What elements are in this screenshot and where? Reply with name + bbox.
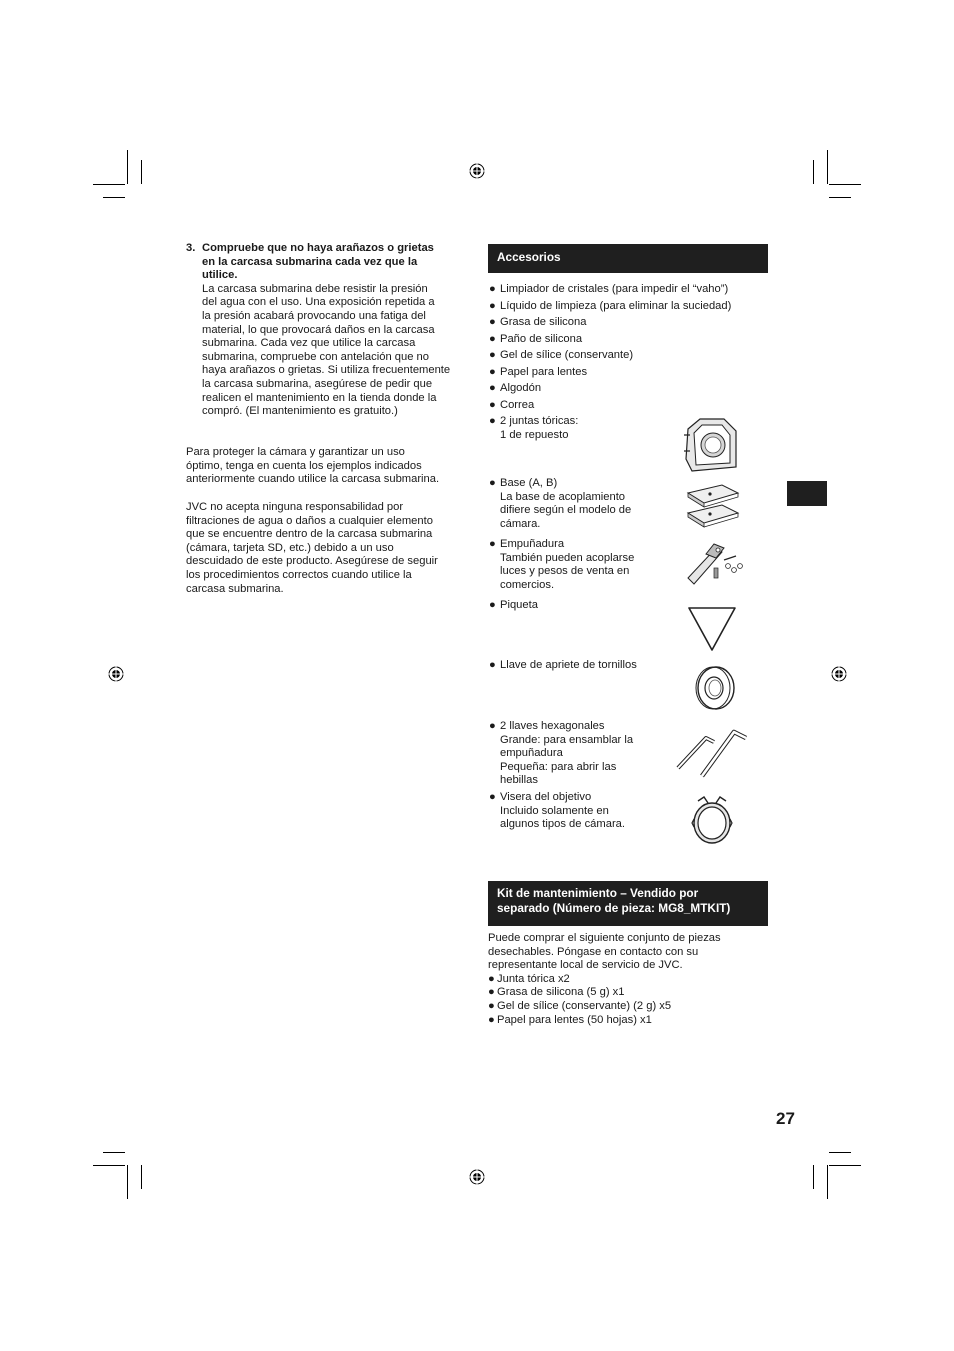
list-item: ● Gel de sílice (conservante) (2 g) x5 xyxy=(488,999,672,1012)
list-item: ● Papel para lentes xyxy=(489,365,588,378)
accessories-header: Accesorios xyxy=(488,244,768,273)
step-body: La carcasa submarina debe resistir la presión del agua con el uso. Una exposición repetida a la presión acabará provocando una fatiga del material, lo que provocará daños en la carcasa submarina. Cada vez que utilice la carcasa submarina, compruebe con antelación que no haya arañazos o grietas. Si utiliza frecuentemente la carcasa submarina, asegúrese de pedir que realicen el mantenimiento en la tienda donde la compró. (El mantenimiento es gratuito.) xyxy=(202,282,451,418)
list-item: ● Grasa de silicona xyxy=(489,316,587,328)
list-item: ● Grasa de silicona (5 g) x1 xyxy=(488,986,625,999)
list-item: ● Junta tórica x2 xyxy=(488,972,570,985)
lens-visor-icon xyxy=(690,795,734,847)
step-3 xyxy=(186,242,471,419)
grip-icon xyxy=(684,540,744,588)
accessory-simple-list xyxy=(489,283,731,415)
step-heading: Compruebe que no haya arañazos o grietas en la carcasa submarina cada vez que la utilice. xyxy=(202,242,434,282)
stake-icon xyxy=(687,606,737,652)
list-item: ● Correa xyxy=(489,398,535,411)
list-item: ● Líquido de limpieza (para eliminar la suciedad) xyxy=(489,299,732,312)
wrench-ring-icon xyxy=(692,662,738,712)
registration-mark-icon xyxy=(469,1169,485,1185)
liability-paragraph: JVC no acepta ninguna responsabilidad por filtraciones de agua o daños a cualquier elemento que se encuentre dentro de la carcasa submarina (cámara, tarjeta SD, etc.) debido a un uso descuidado de este producto. Asegúrese de seguir los procedimientos correctos cuando utilice la carcasa submarina. xyxy=(186,501,438,595)
kit-body xyxy=(488,932,721,1027)
registration-mark-icon xyxy=(831,666,847,682)
accessory-base: ● Base (A, B) La base de acoplamiento difiere según el modelo de cámara. xyxy=(489,477,632,530)
list-item: ● Limpiador de cristales (para impedir el “vaho”) xyxy=(489,283,729,295)
accessory-hex-keys: ● 2 llaves hexagonales Grande: para ensamblar la empuñadura Pequeña: para abrir las hebillas xyxy=(489,720,634,787)
protection-paragraph: Para proteger la cámara y garantizar un uso óptimo, tenga en cuenta los ejemplos indicados anteriormente cuando utilice la carcasa submarina. xyxy=(186,446,440,486)
kit-header: Kit de mantenimiento – Vendido por separado (Número de pieza: MG8_MTKIT) xyxy=(488,881,768,926)
list-item: ● Gel de sílice (conservante) xyxy=(489,349,634,361)
page-number: 27 xyxy=(776,1109,795,1128)
accessory-visor: ● Visera del objetivo Incluido solamente en algunos tipos de cámara. xyxy=(489,791,626,831)
step-number: 3. xyxy=(186,242,196,254)
registration-mark-icon xyxy=(108,666,124,682)
accessory-grip: ● Empuñadura También pueden acoplarse luces y pesos de venta en comercios. xyxy=(489,538,635,591)
accessory-wrench: ● Llave de apriete de tornillos xyxy=(489,659,637,671)
kit-items xyxy=(488,973,721,1027)
list-item: ● Papel para lentes (50 hojas) x1 xyxy=(488,1013,652,1026)
side-tab xyxy=(787,481,827,506)
hex-keys-icon xyxy=(676,728,750,780)
o-ring-housing-icon xyxy=(680,415,742,475)
kit-intro: Puede comprar el siguiente conjunto de piezas desechables. Póngase en contacto con su representante local de servicio de JVC. xyxy=(488,932,721,972)
accessory-stake: ● Piqueta xyxy=(489,599,538,611)
registration-mark-icon xyxy=(469,163,485,179)
list-item: ● Paño de silicona xyxy=(489,332,583,345)
list-item: ● Algodón xyxy=(489,382,542,394)
base-plates-icon xyxy=(686,483,740,529)
accessory-o-rings: ● 2 juntas tóricas: 1 de repuesto xyxy=(489,415,579,441)
